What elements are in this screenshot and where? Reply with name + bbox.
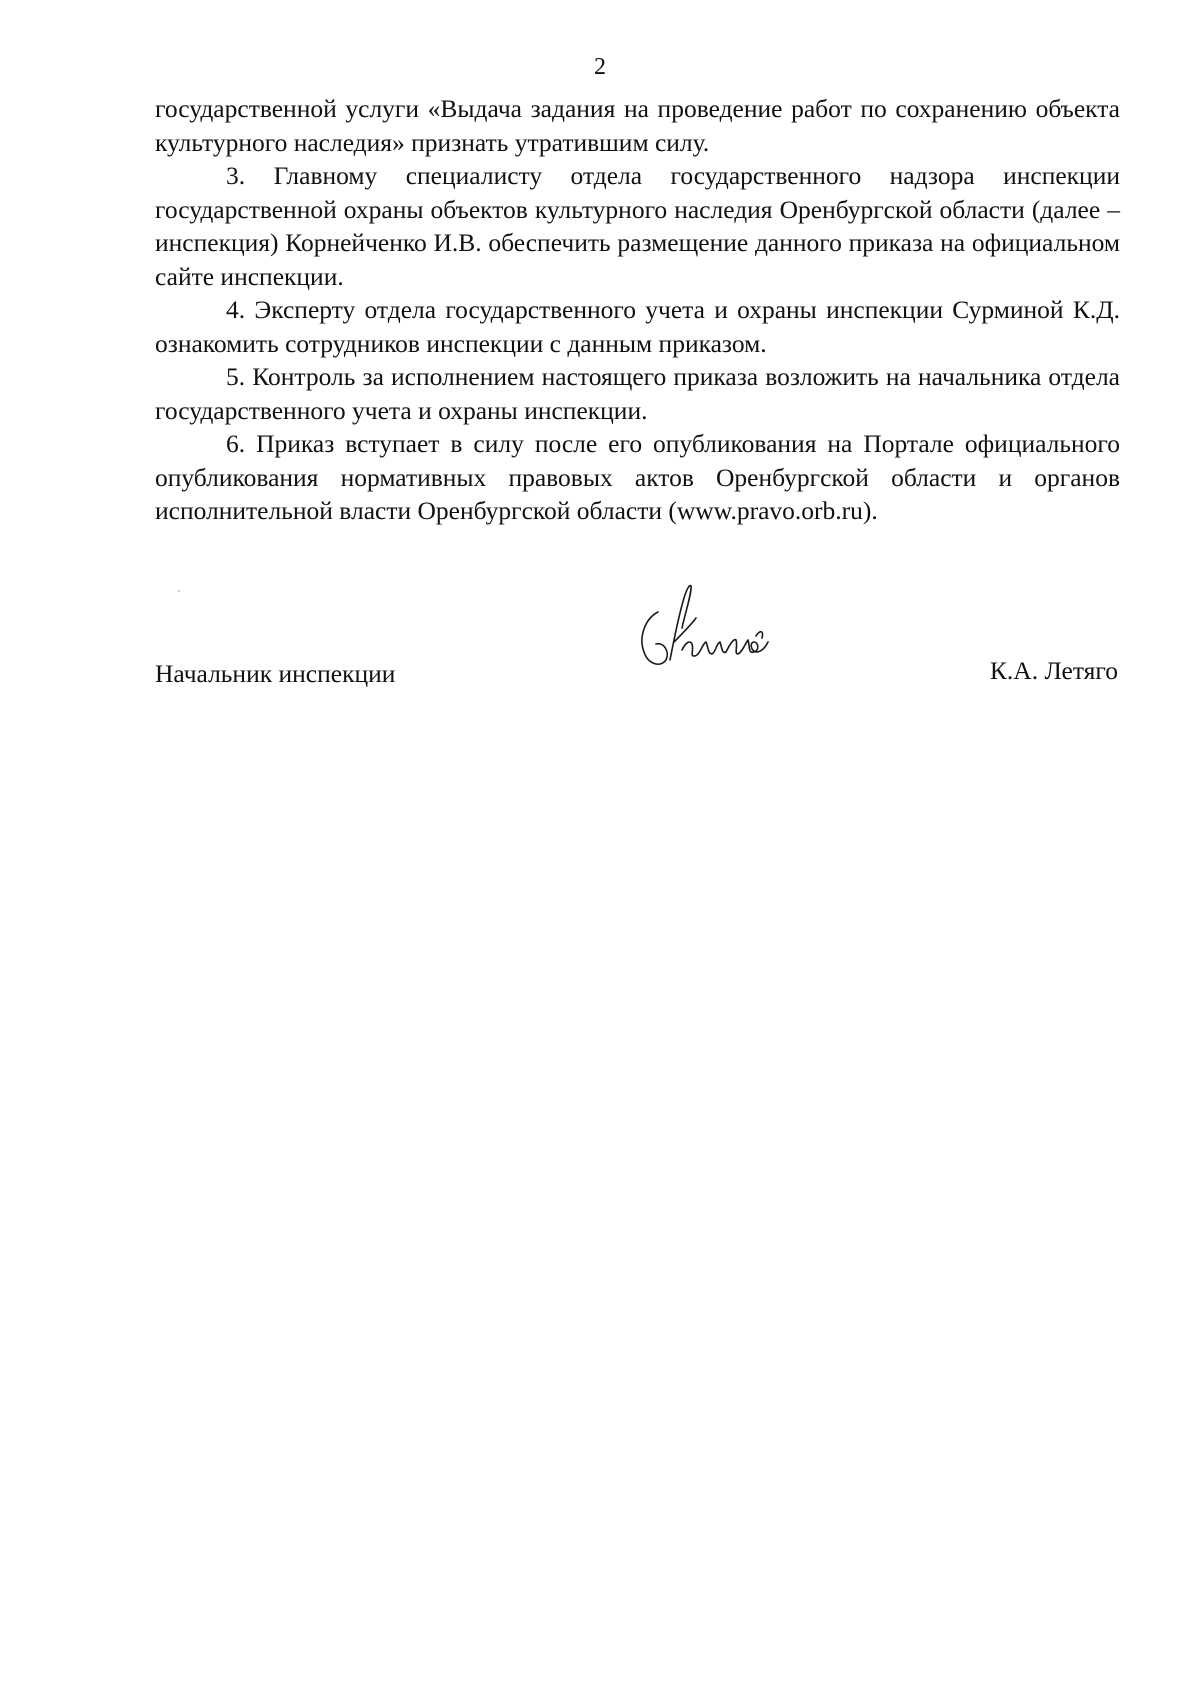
signatory-name: К.А. Летяго [989, 656, 1118, 685]
document-body [155, 92, 1120, 528]
paragraph-item-3: 3. Главному специалисту отдела государственного надзора инспекции государственной охраны объектов культурного наследия Оренбургской области (далее – инспекция) Корнейченко И.В. обеспечить размещение данного приказа на официальном сайте инспекции. [155, 161, 1120, 291]
signatory-title: Начальник инспекции [155, 659, 396, 688]
paragraph-continuation: государственной услуги «Выдача задания на проведение работ по сохранению объекта культурного наследия» признать утратившим силу. [155, 94, 1120, 157]
signature-drawing [630, 580, 800, 695]
paragraph-item-6: 6. Приказ вступает в силу после его опубликования на Портале официального опубликования нормативных правовых актов Оренбургской области и органов исполнительной власти Оренбургской области (www.pravo.orb.ru). [155, 429, 1120, 525]
page-number: 2 [594, 54, 606, 80]
handwritten-signature [630, 580, 800, 695]
paragraph-item-4: 4. Эксперту отдела государственного учета и охраны инспекции Сурминой К.Д. ознакомить сотрудников инспекции с данным приказом. [155, 295, 1120, 358]
scan-speck [178, 590, 180, 592]
paragraph-item-5: 5. Контроль за исполнением настоящего приказа возложить на начальника отдела государственного учета и охраны инспекции. [155, 362, 1120, 425]
